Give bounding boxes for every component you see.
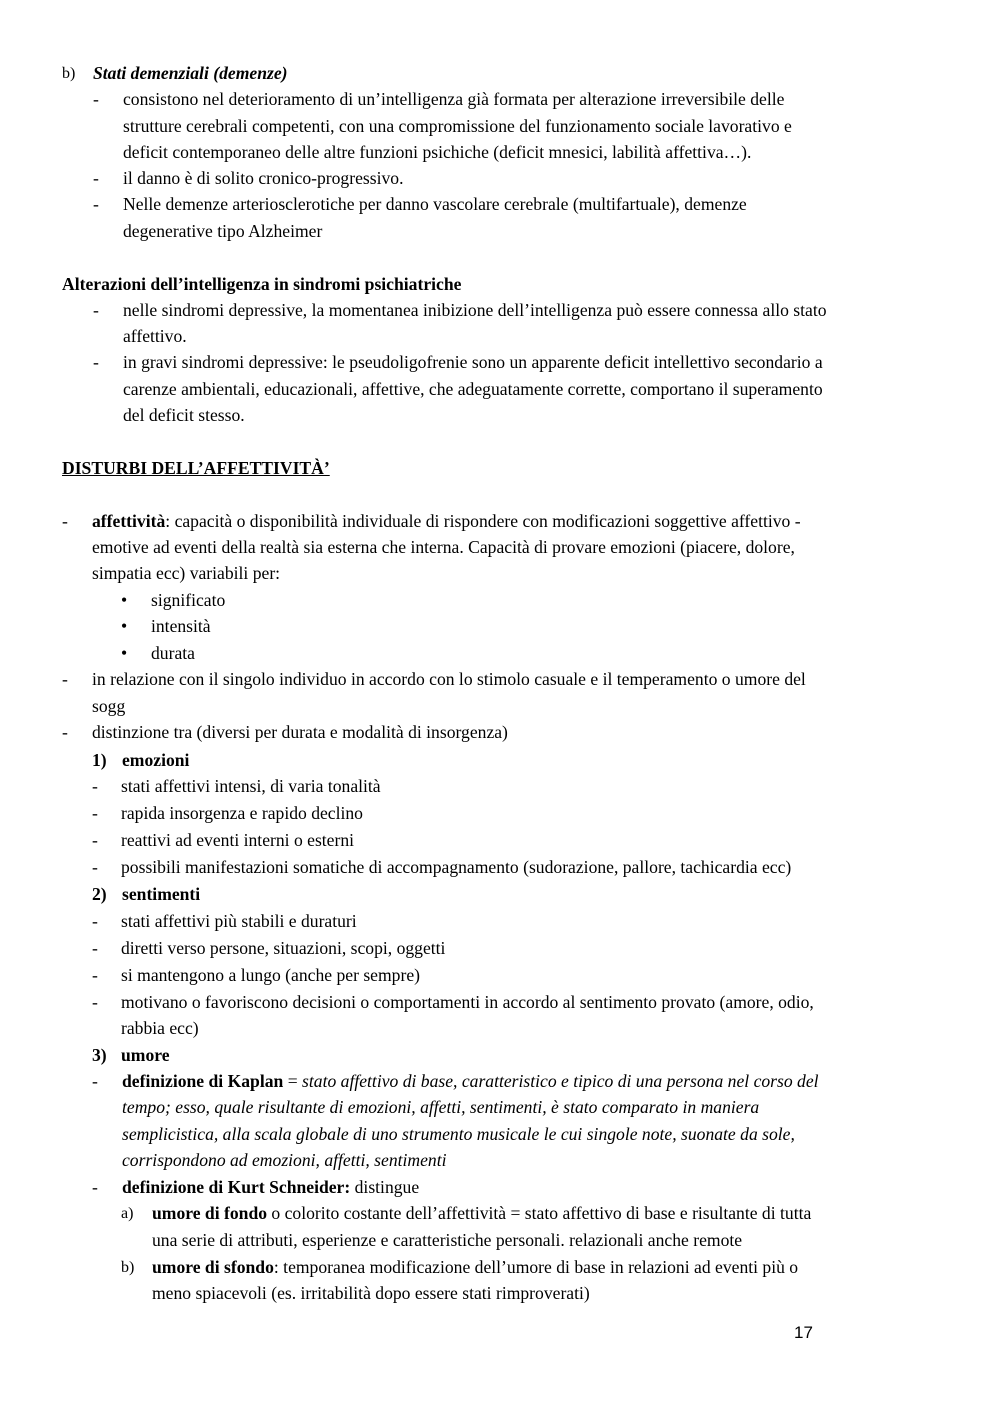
dash: - bbox=[92, 830, 98, 850]
paragraph-text: simpatia ecc) variabili per: bbox=[92, 563, 281, 583]
section-heading-alterazioni: Alterazioni dell’intelligenza in sindromi psichiatriche bbox=[62, 274, 462, 294]
list-item-text: Nelle demenze arteriosclerotiche per danno vascolare cerebrale (multifartuale), demenze bbox=[123, 194, 747, 214]
list-item-text: diretti verso persone, situazioni, scopi, oggetti bbox=[121, 938, 446, 958]
subheading-umore: umore bbox=[121, 1045, 170, 1065]
paragraph-text: in relazione con il singolo individuo in accordo con lo stimolo casuale e il temperamento o umore del bbox=[92, 669, 806, 689]
list-item-text: carenze ambientali, educazionali, affettive, che adeguatamente corrette, comportano il superamento bbox=[123, 379, 823, 399]
dash: - bbox=[93, 352, 99, 372]
bullet: • bbox=[121, 643, 128, 663]
paragraph-text: : capacità o disponibilità individuale di rispondere con modificazioni soggettive affettivo - bbox=[165, 511, 801, 531]
dash: - bbox=[62, 722, 68, 742]
list-item-text: rapida insorgenza e rapido declino bbox=[121, 803, 363, 823]
dash: - bbox=[92, 965, 98, 985]
list-label-a: a) bbox=[121, 1205, 134, 1222]
term-kaplan: definizione di Kaplan bbox=[122, 1071, 284, 1091]
dash: - bbox=[93, 300, 99, 320]
list-item-text: deficit contemporaneo delle altre funzioni psichiche (deficit mnesici, labilità affettiva…). bbox=[123, 142, 752, 162]
term-umore-sfondo: umore di sfondo bbox=[152, 1257, 274, 1277]
paragraph-text: distinzione tra (diversi per durata e modalità di insorgenza) bbox=[92, 722, 508, 742]
dash: - bbox=[92, 911, 98, 931]
numbered-label: 3) bbox=[92, 1045, 107, 1065]
list-label-b: b) bbox=[62, 65, 76, 82]
list-item-text: del deficit stesso. bbox=[123, 405, 245, 425]
term-umore-fondo: umore di fondo bbox=[152, 1203, 268, 1223]
dash: - bbox=[92, 776, 98, 796]
bullet: • bbox=[121, 590, 128, 610]
list-item-text: strutture cerebrali competenti, con una compromissione del funzionamento sociale lavorativo e bbox=[123, 116, 792, 136]
bullet-item: significato bbox=[151, 590, 226, 610]
definition-umore-fondo bbox=[152, 1200, 811, 1226]
definition-umore-sfondo bbox=[152, 1254, 798, 1280]
list-item-text: affettivo. bbox=[123, 326, 187, 346]
dash: - bbox=[92, 992, 98, 1012]
numbered-label: 2) bbox=[92, 884, 107, 904]
dash: - bbox=[62, 669, 68, 689]
list-item-text: nelle sindromi depressive, la momentanea inibizione dell’intelligenza può essere connessa allo stato bbox=[123, 300, 827, 320]
definition-text: corrispondono ad emozioni, affetti, sentimenti bbox=[122, 1150, 447, 1170]
list-item-text: rabbia ecc) bbox=[121, 1018, 199, 1038]
dash: - bbox=[92, 1177, 98, 1197]
bullet-item: intensità bbox=[151, 616, 211, 636]
numbered-label: 1) bbox=[92, 750, 107, 770]
list-item-text: stati affettivi più stabili e duraturi bbox=[121, 911, 357, 931]
definition-text: o colorito costante dell’affettività = stato affettivo di base e risultante di tutta bbox=[267, 1203, 812, 1223]
definition-text: : temporanea modificazione dell’umore di base in relazioni ad eventi più o bbox=[273, 1257, 799, 1277]
definition-text: semplicistica, alla scala globale di uno strumento musicale le cui singole note, suonate da sole, bbox=[122, 1124, 795, 1144]
paragraph-text: sogg bbox=[92, 696, 126, 716]
definition-text: tempo; esso, quale risultante di emozioni, affetti, sentimenti, è stato comparato in maniera bbox=[122, 1097, 760, 1117]
paragraph-affettivita bbox=[92, 508, 801, 534]
definition-text: stato affettivo di base, caratteristico e tipico di una persona nel corso del bbox=[302, 1071, 819, 1091]
header-mark: · · · · bbox=[493, 0, 500, 2]
dash: - bbox=[92, 1071, 98, 1091]
definition-schneider bbox=[122, 1174, 419, 1200]
definition-text: meno spiacevoli (es. irritabilità dopo essere stati rimproverati) bbox=[152, 1283, 590, 1303]
paragraph-text: emotive ad eventi della realtà sia esterna che interna. Capacità di provare emozioni (piacere, dolore, bbox=[92, 537, 795, 557]
dash: - bbox=[92, 803, 98, 823]
term-schneider: definizione di Kurt Schneider: bbox=[122, 1177, 351, 1197]
definition-text: una serie di attributi, esperienze e caratteristiche personali. relazionali anche remote bbox=[152, 1230, 743, 1250]
definition-kaplan bbox=[122, 1068, 819, 1094]
list-label-b: b) bbox=[121, 1259, 135, 1276]
term-affettivita: affettività bbox=[92, 511, 166, 531]
subheading-emozioni: emozioni bbox=[122, 750, 190, 770]
bullet-item: durata bbox=[151, 643, 195, 663]
section-heading-disturbi: DISTURBI DELL’AFFETTIVITÀ’ bbox=[62, 458, 330, 478]
subheading-sentimenti: sentimenti bbox=[122, 884, 201, 904]
dash: - bbox=[92, 857, 98, 877]
list-item-text: il danno è di solito cronico-progressivo. bbox=[123, 168, 404, 188]
dash: - bbox=[93, 168, 99, 188]
list-item-text: possibili manifestazioni somatiche di accompagnamento (sudorazione, pallore, tachicardia ecc) bbox=[121, 857, 792, 877]
list-item-text: degenerative tipo Alzheimer bbox=[123, 221, 323, 241]
list-item-text: motivano o favoriscono decisioni o comportamenti in accordo al sentimento provato (amore, odio, bbox=[121, 992, 814, 1012]
section-heading-demenze: Stati demenziali (demenze) bbox=[93, 63, 288, 83]
list-item-text: consistono nel deterioramento di un’intelligenza già formata per alterazione irreversibile delle bbox=[123, 89, 785, 109]
definition-text: distingue bbox=[350, 1177, 420, 1197]
bullet: • bbox=[121, 616, 128, 636]
list-item-text: reattivi ad eventi interni o esterni bbox=[121, 830, 355, 850]
page-number: 17 bbox=[794, 1323, 813, 1342]
list-item-text: si mantengono a lungo (anche per sempre) bbox=[121, 965, 420, 985]
list-item-text: in gravi sindromi depressive: le pseudoligofrenie sono un apparente deficit intellettivo secondario a bbox=[123, 352, 823, 372]
dash: - bbox=[62, 511, 68, 531]
dash: - bbox=[93, 194, 99, 214]
list-item-text: stati affettivi intensi, di varia tonalità bbox=[121, 776, 381, 796]
dash: - bbox=[93, 89, 99, 109]
equals-sign: = bbox=[283, 1071, 303, 1091]
dash: - bbox=[92, 938, 98, 958]
